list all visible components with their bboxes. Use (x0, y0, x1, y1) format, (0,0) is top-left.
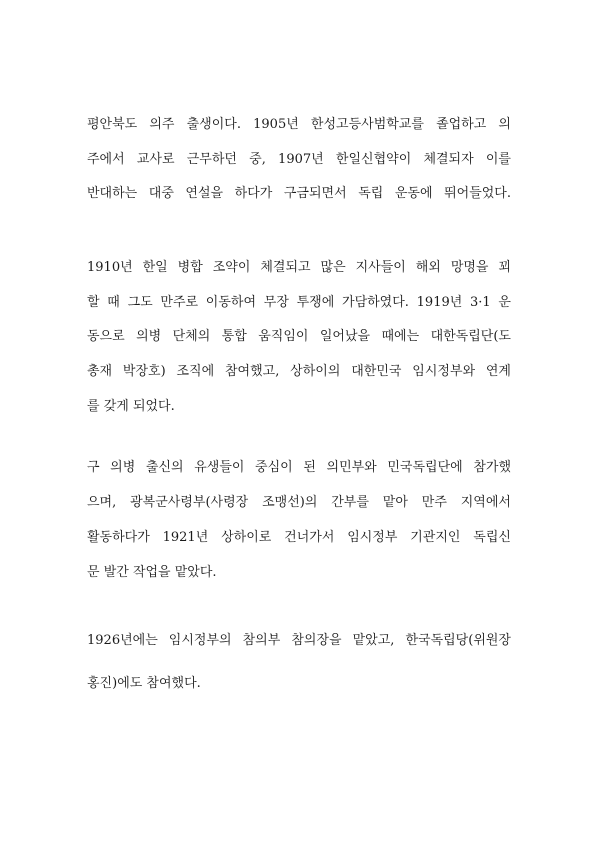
paragraph-line: 으며, 광복군사령부(사령장 조맹선)의 간부를 맡아 만주 지역에서 (87, 495, 511, 510)
paragraph-line: 를 갖게 되었다. (87, 399, 175, 414)
paragraph-line: 문 발간 작업을 맡았다. (87, 565, 217, 580)
paragraph-line: 1926년에는 임시정부의 참의부 참의장을 맡았고, 한국독립당(위원장 (87, 633, 511, 648)
paragraph-line: 주에서 교사로 근무하던 중, 1907년 한일신협약이 체결되자 이를 (87, 152, 511, 167)
paragraph-line: 총재 박장호) 조직에 참여했고, 상하이의 대한민국 임시정부와 연계 (87, 364, 511, 379)
paragraph-line: 반대하는 대중 연설을 하다가 구금되면서 독립 운동에 뛰어들었다. (87, 186, 511, 201)
paragraph-line: 1910년 한일 병합 조약이 체결되고 많은 지사들이 해외 망명을 꾀 (87, 260, 511, 275)
paragraph-line: 동으로 의병 단체의 통합 움직임이 일어났을 때에는 대한독립단(도 (87, 329, 511, 344)
paragraph-line: 홍진)에도 참여했다. (87, 676, 201, 691)
paragraph-line: 구 의병 출신의 유생들이 중심이 된 의민부와 민국독립단에 참가했 (87, 460, 511, 475)
paragraph-line: 평안북도 의주 출생이다. 1905년 한성고등사범학교를 졸업하고 의 (87, 117, 511, 132)
paragraph-line: 활동하다가 1921년 상하이로 건너가서 임시정부 기관지인 독립신 (87, 530, 511, 545)
paragraph-line: 할 때 그도 만주로 이동하여 무장 투쟁에 가담하였다. 1919년 3·1 운 (87, 295, 511, 310)
